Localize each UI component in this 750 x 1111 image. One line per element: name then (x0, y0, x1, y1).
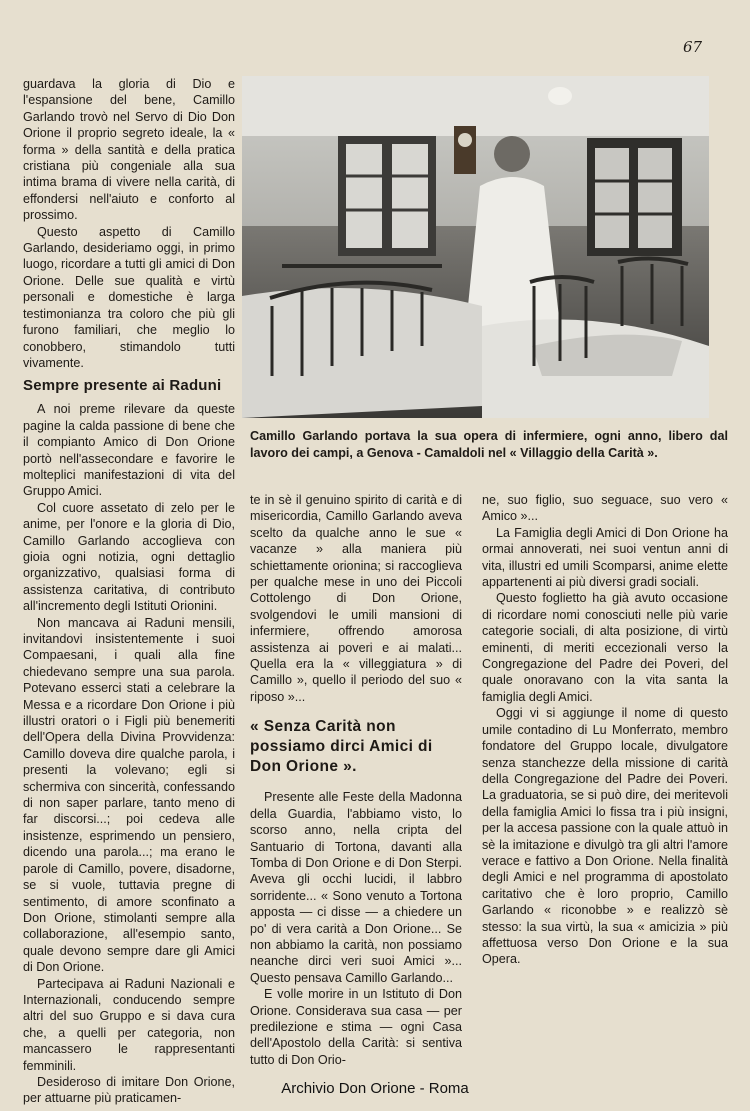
column-left (23, 76, 235, 1107)
paragraph: Questo aspetto di Camillo Garlando, desideriamo oggi, in primo luogo, ricordare a tutti gli amici di Don Orione. Delle sue qualità e virtù personali e domestiche è larga testimonianza tra coloro che più gli furono familiari, che meglio lo conobbero, stimandolo tutti vivamente. (23, 224, 235, 370)
paragraph: Desideroso di imitare Don Orione, per attuarne più praticamen- (23, 1074, 235, 1106)
paragraph: E volle morire in un Istituto di Don Orione. Considerava sua casa — per predilezione e stima — ogni Casa dell'Apostolo della Carità: si sentiva tutto di Don Orio- (250, 987, 462, 1067)
paragraph: ne, suo figlio, suo seguace, suo vero « Amico »... (482, 493, 728, 524)
paragraph: La Famiglia degli Amici di Don Orione ha ormai annoverati, nei suoi ventun anni di vita, illustri ed umili Scomparsi, anime elette appartenenti ai più diversi gradi sociali. (482, 525, 728, 590)
infirmary-photo-illustration (242, 76, 709, 418)
paragraph: Partecipava ai Raduni Nazionali e Internazionali, conducendo sempre altri del suo Gruppo e si dava cura che, a quelli per categoria, non mancassero le rappresentanti femminili. (23, 976, 235, 1073)
paragraph: Presente alle Feste della Madonna della Guardia, l'abbiamo visto, lo scorso anno, nella cripta del Santuario di Tortona, davanti alla Tomba di Don Orione e di Don Sterpi. Aveva gli occhi lucidi, il labbro sorridente... « Sono venuto a Tortona apposta — ci disse — a chiedere un po' di vera carità a Don Orione... Se non abbiamo la carità, non possiamo neanche dirci veri suoi Amici »... Questo pensava Camillo Garlando... (250, 790, 462, 985)
section-heading: Sempre presente ai Raduni (23, 377, 222, 395)
photograph-infirmary (242, 76, 709, 418)
paragraph: Non mancava ai Raduni mensili, invitandovi insistentemente i suoi Compaesani, i quali alla fine chiedevano sempre una sua parola. Potevano esserci stati a celebrare la Messa e a ricordare Don Orione i più illustri oratori o i Figli più benemeriti dell'Opera della Divina Provvidenza: Camillo doveva dire qualche parola, i presenti la volevano; egli si schermiva con sincerità, confessando di non saper parlare, tanto meno di far discorsi...; poi cedeva alle insistenze, esprimendo un pensiero, dicendo una parola...; ma erano le parole di Camillo, povere, disadorne, se si vuole, tuttavia pregne di sentimento, di amore sconfinato a Don Orione, stimolanti sempre alla collaborazione, all'esempio santo, quale devono sempre dare gli Amici di Don Orione. (23, 615, 235, 975)
page-number: 67 (683, 38, 703, 56)
paragraph: guardava la gloria di Dio e l'espansione del bene, Camillo Garlando trovò nel Servo di Dio Don Orione il proprio segreto ideale, la « forma » della santità e della pratica cristiana più congeniale alla sua intima brama di vivere nella carità, di effondersi nell'aiuto e conforto al prossimo. (23, 77, 235, 223)
paragraph: A noi preme rilevare da queste pagine la calda passione di bene che il compianto Amico di Don Orione portò nell'assecondare e favorire le molteplici manifestazioni di vita del Gruppo Amici. (23, 402, 235, 499)
paragraph: te in sè il genuino spirito di carità e di misericordia, Camillo Garlando aveva scelto da qualche anno le sue « vacanze » alla maniera più schiettamente orionina; si raccoglieva per qualche mese in uno dei Piccoli Cottolengo di Don Orione, svolgendovi le umili mansioni di infermiere, offrendo amorosa assistenza ai poveri e ai malati... Quella era la « villeggiatura » di Camillo », quello il periodo del suo « riposo »... (250, 493, 462, 704)
section-heading: « Senza Carità non possiamo dirci Amici di Don Orione ». (250, 718, 433, 776)
photo-caption: Camillo Garlando portava la sua opera di infermiere, ogni anno, libero dal lavoro dei campi, a Genova - Camaldoli nel « Villaggio della Carità ». (250, 429, 728, 460)
paragraph: Col cuore assetato di zelo per le anime, per l'onore e la gloria di Dio, Camillo Garlando accoglieva con gioia ogni notizia, ogni dettaglio organizzativo, qualsiasi forma di assistenza caritativa, di contributo all'incremento degli Istituti Orionini. (23, 500, 235, 614)
paragraph: Questo foglietto ha già avuto occasione di ricordare nomi conosciuti nelle più varie categorie sociali, di alta posizione, di virtù eminenti, di meriti eccezionali verso la Congregazione del Padre dei Poveri, del quale onoravano con la vita santa la famiglia degli Amici. (482, 591, 728, 704)
archive-footer: Archivio Don Orione - Roma (281, 1080, 469, 1097)
paragraph: Oggi vi si aggiunge il nome di questo umile contadino di Lu Monferrato, membro fondatore del Gruppo locale, divulgatore senza stanchezze della missione di carità della Congregazione del Padre dei Poveri. La graduatoria, se si può dire, dei meritevoli della famiglia Amici lo fissa tra i più insigni, per la accesa passione con la quale attuò in sè la imitazione e divulgò tra gli altri l'amore verace e fattivo a Don Orione. Nella finalità degli Amici e nel programma di apostolato caritativo che è loro proprio, Camillo Garlando « riconobbe » e realizzò sè stesso: la sua virtù, la sua « amicizia » più affettuosa verso Don Orione e la sua Opera. (482, 706, 728, 967)
column-middle (250, 492, 462, 1068)
column-right (482, 492, 728, 968)
